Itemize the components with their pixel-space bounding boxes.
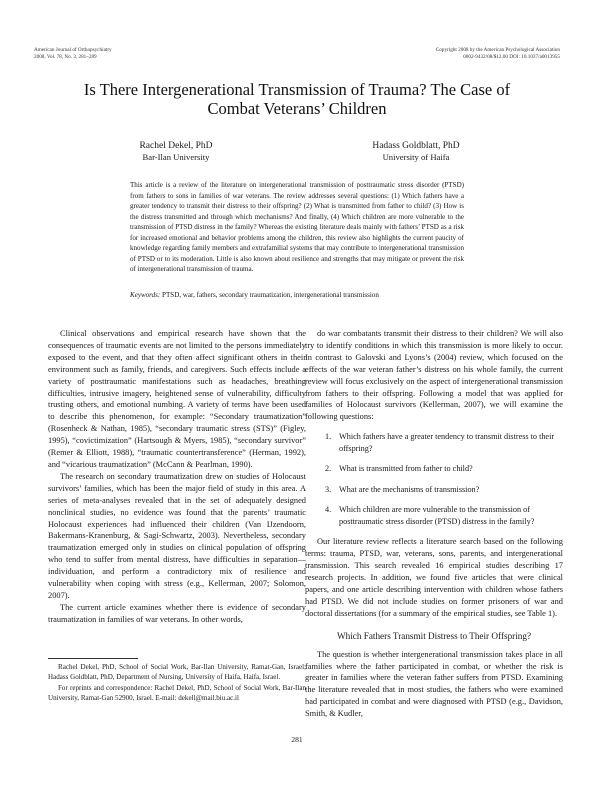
article-title: Is There Intergenerational Transmission of Trauma? The Case of Combat Veterans’ Children — [83, 80, 511, 118]
author-1-name: Rachel Dekel, PhD — [139, 141, 213, 151]
author-2-affiliation: University of Haifa — [382, 152, 450, 162]
body-paragraph: do war combatants transmit their distress to their children? We will also try to identify conditions in which this transmission is more likely to occur. In contrast to Galovski and Lyons’s (2004) review, which focused on the effects of the war veteran father’s distress on his whole family, the current review will focus exclusively on the aspect of intergenerational transmission from fathers to their offspring. Following a model that was applied for families of Holocaust survivors (Kellerman, 2007), we will examine the following questions: — [305, 329, 563, 422]
list-item-number: 1. — [325, 432, 332, 442]
keywords — [130, 290, 464, 300]
doi-line: 0002-9432/08/$12.00 DOI: 10.1037/a0013955 — [463, 53, 560, 60]
list-item — [305, 463, 563, 475]
author-1-affiliation: Bar-Ilan University — [142, 152, 210, 162]
section-heading: Which Fathers Transmit Distress to Their Offspring? — [336, 630, 532, 641]
list-item-text: Which fathers have a greater tendency to transmit distress to their offspring? — [339, 432, 555, 453]
list-item — [305, 504, 563, 527]
footnotes — [48, 662, 306, 703]
author-2 — [336, 141, 496, 163]
journal-volume: 2008, Vol. 78, No. 3, 281–289 — [34, 53, 97, 60]
body-paragraph: Clinical observations and empirical research have shown that the consequences of traumatic events are not limited to the persons immediately exposed to the event, and that they often affect significant others in their environment such as family, friends, and caregivers. Such effects include a variety of posttraumatic manifestations such as headaches, breathing difficulties, intrusive imagery, heightened sense of vulnerability, difficulty trusting others, and emotional numbing. A variety of terms have been used to describe this phenomenon, for example: “Secondary traumatization” (Rosenheck & Nathan, 1985), “secondary traumatic stress (STS)” (Figley, 1995), “covictimization” (Hartsough & Myers, 1985), “secondary survivor” (Remer & Elliott, 1988), “traumatic countertransference” (Herman, 1992), and “vicarious traumatization” (McCann & Pearlman, 1990). — [48, 329, 306, 469]
author-1 — [96, 141, 256, 163]
body-paragraph: Our literature review reflects a literature search based on the following terms: trauma, PTSD, war, veterans, sons, parents, and intergenerational transmission. This search revealed 16 empirical studies describing 17 research projects. In addition, we found five articles that were clinical papers, and one article describing intervention with children whose fathers had PTSD. We did not include studies on former prisoners of war and doctoral dissertations (for a summary of the empirical studies, see Table 1). — [305, 537, 563, 618]
list-item-text: What are the mechanisms of transmission? — [339, 484, 480, 494]
list-item-text: What is transmitted from father to child? — [339, 464, 473, 474]
list-item-number: 2. — [325, 464, 332, 474]
abstract: This article is a review of the literature on intergenerational transmission of posttraumatic stress disorder (PTSD) from fathers to sons in families of war veterans. The review addresses several questions: (1) Which fathers have a greater tendency to transmit their distress to their offspring? (2) What is transmitted from father to child? (3) How is the distress transmitted and through which mechanisms? And finally, (4) Which children are more vulnerable to the transmission of PTSD distress in the family? Whereas the existing literature deals mainly with fathers’ PTSD as a risk for increased emotional and behavior problems among the children, this review also highlights the current paucity of knowledge regarding family members and extrafamilial systems that may contribute to intergenerational transmission of PTSD or to its moderation. Little is also known about resilience and strengths that may mitigate or prevent the risk of intergenerational transmission of trauma. — [130, 181, 464, 273]
list-item — [305, 484, 563, 496]
keywords-text: PTSD, war, fathers, secondary traumatization, intergenerational transmission — [162, 291, 379, 299]
page-number: 281 — [291, 735, 303, 744]
list-item-number: 3. — [325, 484, 332, 494]
list-item-number: 4. — [325, 505, 332, 515]
footnote-correspondence: For reprints and correspondence: Rachel Dekel, PhD, School of Social Work, Bar-Ilan University, Ramat-Gan 52900, Israel. E-mail: dekell@mail.biu.ac.il — [48, 683, 306, 702]
body-paragraph: The question is whether intergenerational transmission takes place in all families where the father participated in combat, or whether the risk is greater in families where the veteran father suffers from PTSD. Examining the literature revealed that in most studies, the fathers who were examined had participated in combat and were diagnosed with PTSD (e.g., Davidson, Smith, & Kudler, — [305, 649, 563, 719]
author-2-name: Hadass Goldblatt, PhD — [372, 141, 460, 151]
copyright-line: Copyright 2008 by the American Psychological Association — [435, 47, 560, 53]
running-header-right — [436, 47, 560, 60]
body-paragraph: The research on secondary traumatization drew on studies of Holocaust survivors’ families, which has been the major field of study in this area. A series of meta-analyses revealed that in the set of adequately designed nonclinical studies, no evidence was found that the parents’ traumatic Holocaust experiences had influenced their children (Van IJzendoorn, Bakermans-Kranenburg, & Sagi-Schwartz, 2003). Nevertheless, secondary traumatization emerged only in studies on clinical population of offspring who tend to suffer from mental distress, have difficulties in separation—individuation, and perform a contradictory mix of resilience and vulnerability when coping with stress (e.g., Kellerman, 2007; Solomon, 2007). — [48, 471, 306, 600]
footnote-affiliations: Rachel Dekel, PhD, School of Social Work, Bar-Ilan University, Ramat-Gan, Israel; Hadass Goldblatt, PhD, Department of Nursing, University of Haifa, Haifa, Israel. — [48, 663, 306, 682]
footnote-rule — [48, 658, 138, 659]
body-paragraph: The current article examines whether there is evidence of secondary traumatization in families of war veterans. In other words, — [48, 602, 306, 624]
list-item-text: Which children are more vulnerable to the transmission of posttraumatic stress disorder (PTSD) distress in the family? — [339, 505, 535, 526]
journal-name: American Journal of Orthopsychiatry — [34, 47, 112, 53]
running-header-left — [34, 47, 112, 60]
keywords-label: Keywords: — [130, 291, 161, 299]
right-column — [305, 328, 563, 720]
left-column — [48, 328, 306, 626]
question-list — [305, 431, 563, 527]
list-item — [305, 431, 563, 454]
